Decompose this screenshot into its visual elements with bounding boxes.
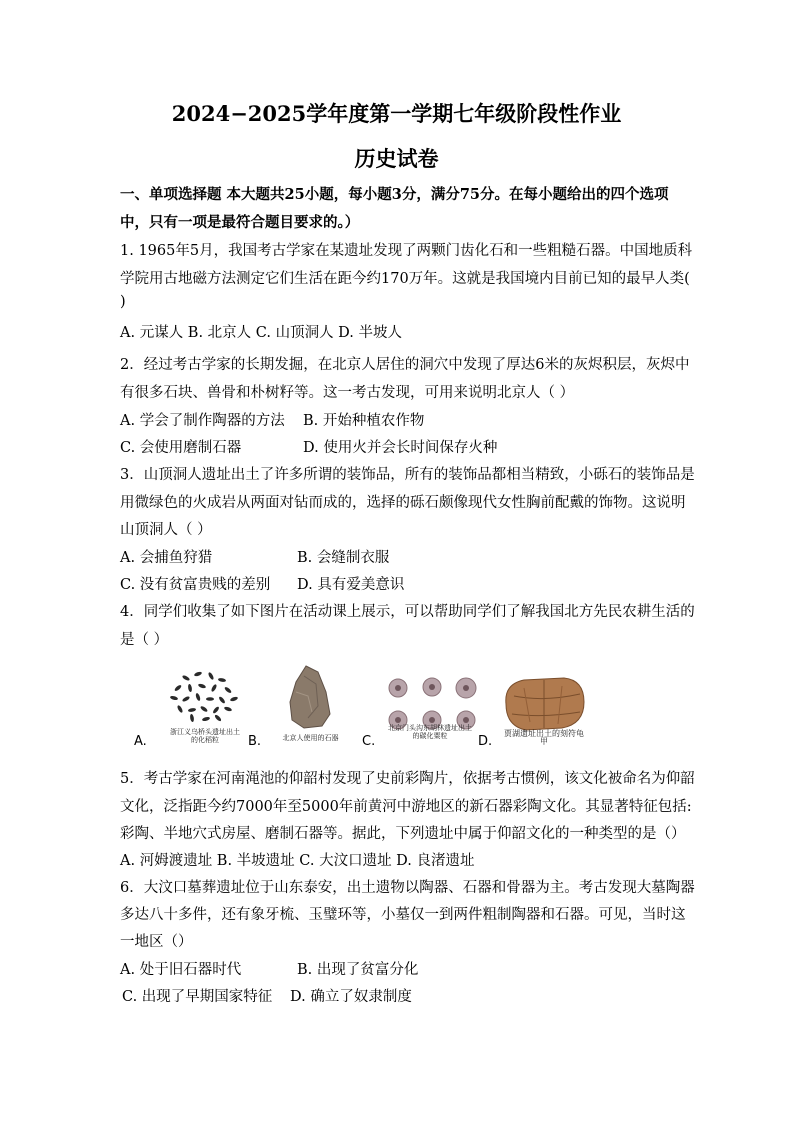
q3-option-a: A. 会捕鱼狩猎 [120, 550, 213, 566]
q2-option-a: A. 学会了制作陶器的方法 [120, 413, 285, 429]
section-instructions-line-1: 一、单项选择题 本大题共25小题，每小题3分，满分75分。在每小题给出的四个选项 [120, 186, 669, 203]
q6-option-a: A. 处于旧石器时代 [120, 962, 242, 978]
q5-text-line-3: 彩陶、半地穴式房屋、磨制石器等。据此，下列遗址中属于仰韶文化的一种类型的是（） [120, 826, 686, 842]
q4-figure-c-label: C. [362, 734, 376, 749]
q4-text-line-2: 是（ ） [120, 632, 169, 648]
section-instructions-line-2: 中，只有一项是最符合题目要求的。） [120, 214, 360, 231]
turtle-shell-image [500, 674, 588, 732]
q2-text-line-2: 有很多石块、兽骨和朴树籽等。这一考古发现，可用来说明北京人（ ） [120, 385, 575, 401]
q4-figure-b [248, 660, 353, 752]
q2-option-c: C. 会使用磨制石器 [120, 440, 242, 456]
q3-text-line-1: 3．山顶洞人遗址出土了许多所谓的装饰品，所有的装饰品都相当精致，小砾石的装饰品是 [120, 467, 695, 483]
q4-figure-a [132, 660, 252, 752]
q5-text-line-2: 文化，泛指距今约7000年至5000年前黄河中游地区的新石器彩陶文化。其显著特征包括: [120, 799, 692, 815]
exam-subtitle: 历史试卷 [354, 146, 439, 171]
q3-text-line-2: 用微绿色的火成岩从两面对钻而成的，选择的砾石颇像现代女性胸前配戴的饰物。这说明 [120, 495, 686, 511]
q6-text-line-3: 一地区（） [120, 934, 193, 950]
q4-figure-c [360, 660, 493, 752]
stone-tool-image [278, 662, 348, 732]
q5-text-line-1: 5．考古学家在河南渑池的仰韶村发现了史前彩陶片，依据考古惯例，该文化被命名为仰韶 [120, 771, 695, 787]
q4-figure-b-label: B. [248, 734, 262, 749]
q3-text-line-3: 山顶洞人（ ） [120, 522, 212, 538]
q6-option-d: D. 确立了奴隶制度 [290, 989, 412, 1005]
q2-text-line-1: 2．经过考古学家的长期发掘，在北京人居住的洞穴中发现了厚达6米的灰烬积层，灰烬中 [120, 357, 690, 373]
q1-text-line-3: ) [120, 294, 126, 310]
q4-figure-d-caption: 贾湖遗址出土的刻符龟甲 [504, 729, 584, 746]
q5-options: A. 河姆渡遗址 B. 半坡遗址 C. 大汶口遗址 D. 良渚遗址 [120, 853, 475, 869]
exam-title: 2024−2025学年度第一学期七年级阶段性作业 [171, 101, 622, 126]
q6-text-line-2: 多达八十多件，还有象牙梳、玉璧环等，小墓仅一到两件粗制陶器和石器。可见，当时这 [120, 907, 686, 923]
q4-figure-c-caption: 北京门头沟东胡林遗址出土的碳化粟粒 [388, 724, 472, 740]
q1-text-line-2: 学院用古地磁方法测定它们生活在距今约170万年。这就是我国境内目前已知的最早人类( [120, 271, 690, 287]
q1-options: A. 元谋人 B. 北京人 C. 山顶洞人 D. 半坡人 [120, 325, 403, 341]
q6-option-b: B. 出现了贫富分化 [297, 962, 419, 978]
q4-figure-a-caption: 浙江义乌桥头遗址出土的化稻粒 [170, 728, 240, 744]
q2-option-b: B. 开始种植农作物 [303, 413, 425, 429]
q4-text-line-1: 4．同学们收集了如下图片在活动课上展示，可以帮助同学们了解我国北方先民农耕生活的 [120, 604, 695, 620]
q4-figure-a-label: A. [134, 734, 147, 749]
q3-option-b: B. 会缝制衣服 [297, 550, 390, 566]
q1-text-line-1: 1. 1965年5月，我国考古学家在某遗址发现了两颗门齿化石和一些粗糙石器。中国地质科 [120, 243, 693, 259]
q3-option-d: D. 具有爱美意识 [297, 577, 405, 593]
q6-text-line-1: 6．大汶口墓葬遗址位于山东泰安，出土遗物以陶器、石器和骨器为主。考古发现大墓陶器 [120, 880, 695, 896]
q4-figure-b-caption: 北京人使用的石器 [282, 734, 339, 742]
q4-figure-d [478, 660, 598, 752]
q4-figure-d-label: D. [478, 734, 493, 749]
q3-option-c: C. 没有贫富贵贱的差别 [120, 577, 271, 593]
q2-option-d: D. 使用火并会长时间保存火种 [303, 440, 498, 456]
q6-option-c: C. 出现了早期国家特征 [122, 989, 273, 1005]
